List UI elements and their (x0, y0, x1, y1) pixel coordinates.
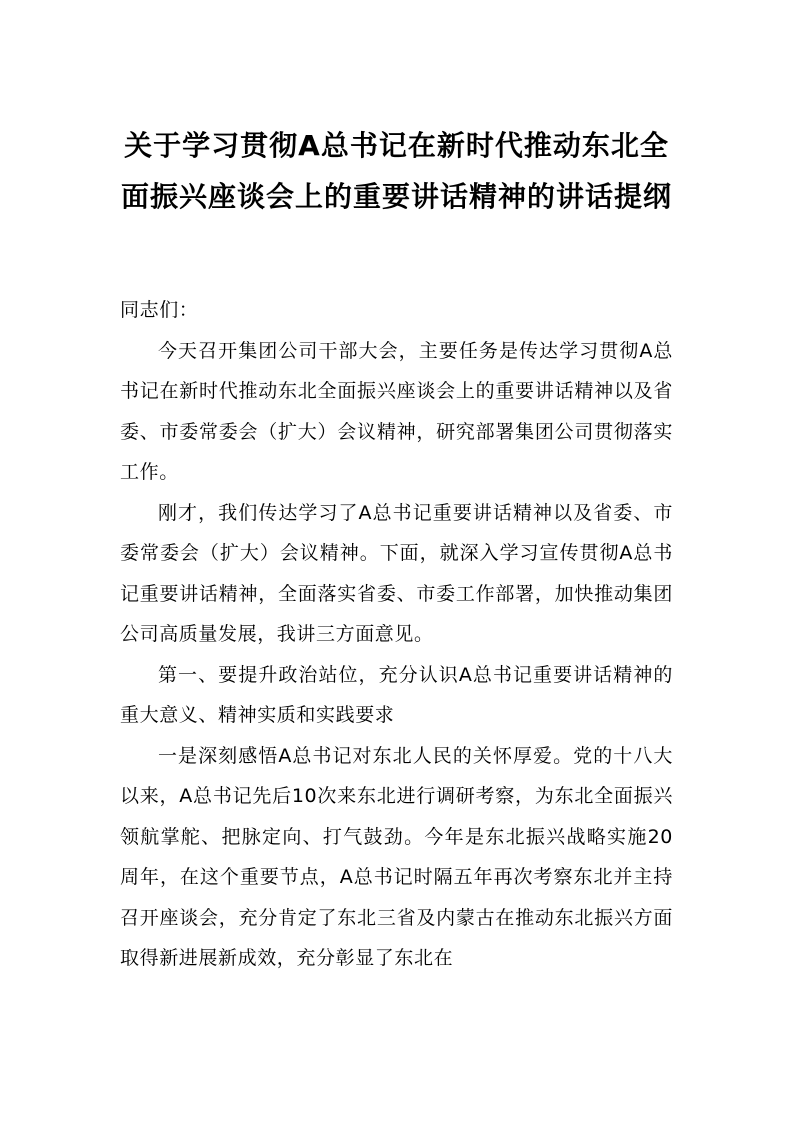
paragraph-intro: 今天召开集团公司干部大会，主要任务是传达学习贯彻A总书记在新时代推动东北全面振兴座谈会上的重要讲话精神以及省委、市委常委会（扩大）会议精神，研究部署集团公司贯彻落实工作。 (120, 339, 673, 483)
paragraph-opening: 刚才，我们传达学习了A总书记重要讲话精神以及省委、市委常委会（扩大）会议精神。下面，就深入学习宣传贯彻A总书记重要讲话精神，全面落实省委、市委工作部署，加快推动集团公司高质量发展，我讲三方面意见。 (120, 501, 673, 645)
paragraph-point-one: 一是深刻感悟A总书记对东北人民的关怀厚爱。党的十八大以来，A总书记先后10次来东北进行调研考察，为东北全面振兴领航掌舵、把脉定向、打气鼓劲。今年是东北振兴战略实施20周年，在这个重要节点，A总书记时隔五年再次考察东北并主持召开座谈会，充分肯定了东北三省及内蒙古在推动东北振兴方面取得新进展新成效，充分彰显了东北在 (120, 744, 673, 969)
document-body (120, 290, 673, 979)
document-title: 关于学习贯彻A总书记在新时代推动东北全面振兴座谈会上的重要讲话精神的讲话提纲 (120, 129, 672, 213)
salutation: 同志们： (120, 299, 199, 321)
section-heading-first: 第一、要提升政治站位，充分认识A总书记重要讲话精神的重大意义、精神实质和实践要求 (120, 663, 673, 726)
